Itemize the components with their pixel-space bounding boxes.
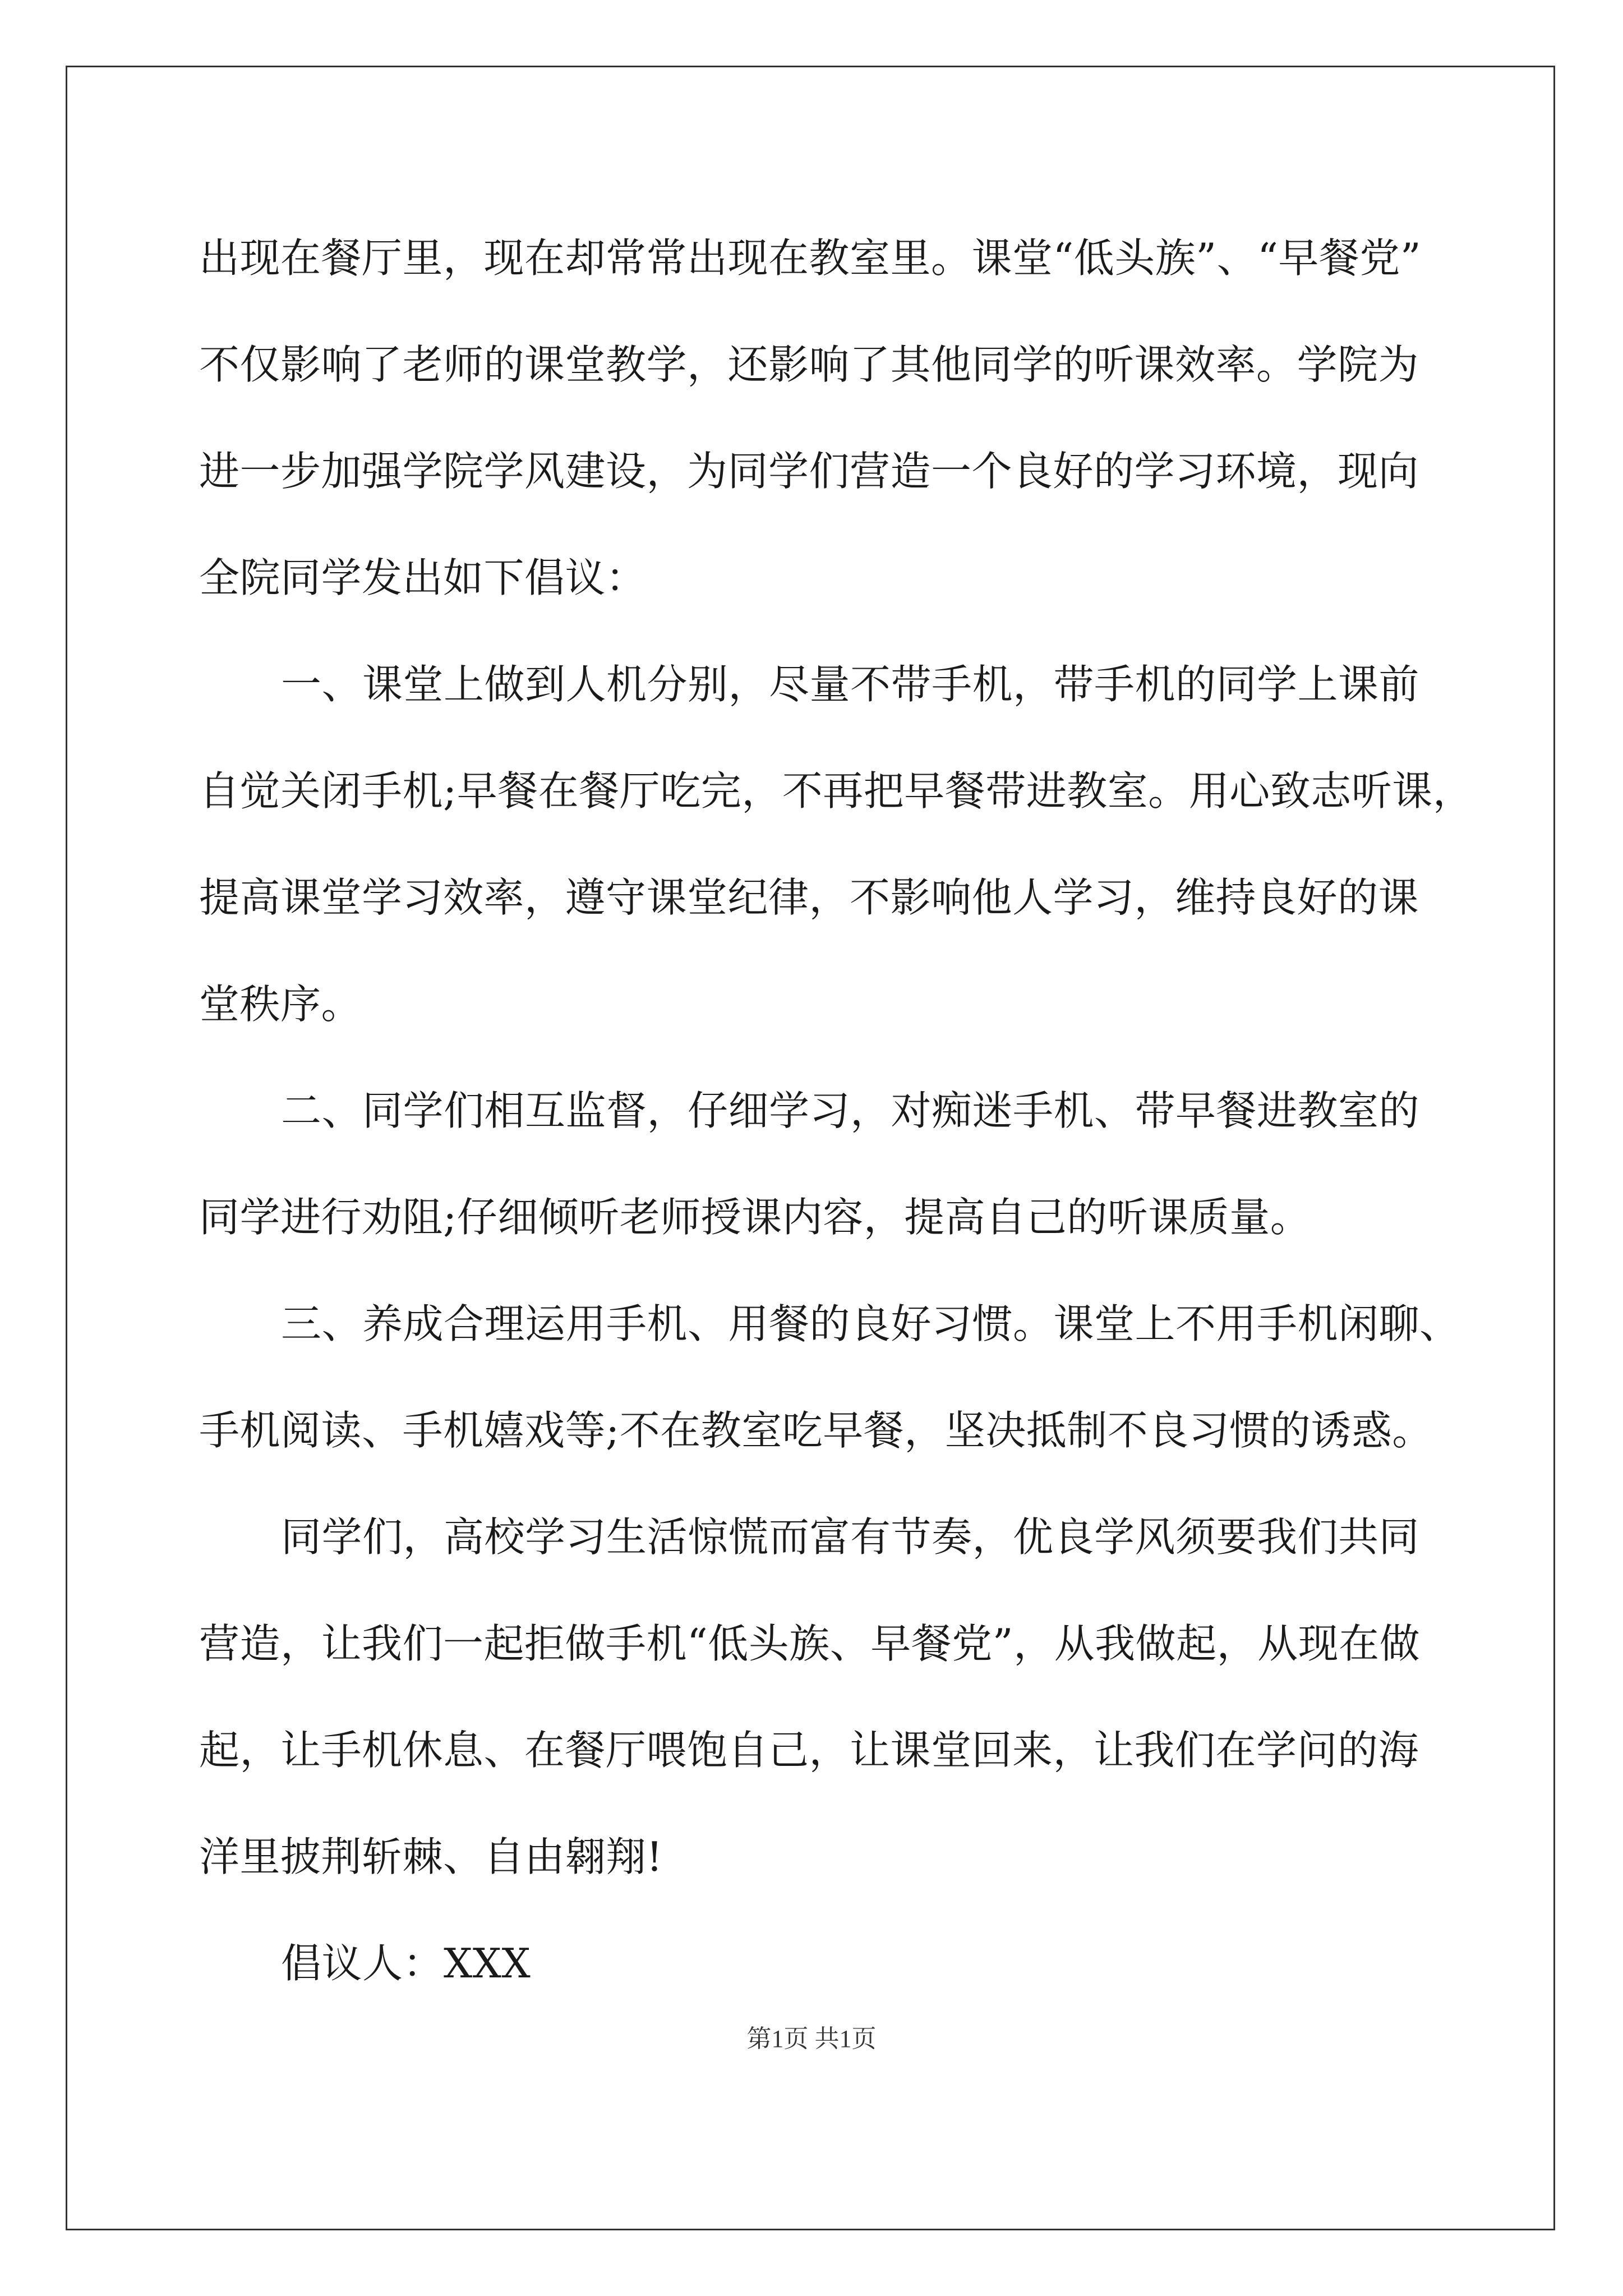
signature-line: 倡议人：XXX (281, 1940, 531, 1987)
text-line: 提高课堂学习效率，遵守课堂纪律，不影响他人学习，维持良好的课 (199, 874, 1419, 921)
paragraph-start-line: 三、养成合理运用手机、用餐的良好习惯。课堂上不用手机闲聊、 (281, 1300, 1460, 1347)
text-line: 手机阅读、手机嬉戏等;不在教室吃早餐，坚决抵制不良习惯的诱惑。 (199, 1407, 1433, 1454)
document-body (199, 205, 1474, 2017)
text-line: 不仅影响了老师的课堂教学，还影响了其他同学的听课效率。学院为 (199, 341, 1419, 388)
paragraph-start-line: 同学们，高校学习生活惊慌而富有节奏，优良学风须要我们共同 (281, 1513, 1420, 1561)
page-number-footer: 第1页 共1页 (746, 2025, 877, 2053)
text-line: 堂秩序。 (199, 981, 362, 1028)
paragraph-start-line: 一、课堂上做到人机分别，尽量不带手机，带手机的同学上课前 (281, 661, 1420, 708)
paragraph-start-line: 二、同学们相互监督，仔细学习，对痴迷手机、带早餐进教室的 (281, 1087, 1420, 1134)
text-line: 出现在餐厅里，现在却常常出现在教室里。课堂“低头族”、“早餐党” (199, 234, 1422, 282)
text-line: 全院同学发出如下倡议： (199, 554, 647, 601)
text-line: 自觉关闭手机;早餐在餐厅吃完，不再把早餐带进教室。用心致志听课， (199, 767, 1474, 815)
text-line: 洋里披荆斩棘、自由翱翔! (199, 1833, 663, 1880)
text-line: 起，让手机休息、在餐厅喂饱自己，让课堂回来，让我们在学问的海 (199, 1727, 1419, 1774)
text-line: 营造，让我们一起拒做手机“低头族、早餐党”，从我做起，从现在做 (199, 1620, 1421, 1667)
text-line: 同学进行劝阻;仔细倾听老师授课内容，提高自己的听课质量。 (199, 1194, 1311, 1241)
text-line: 进一步加强学院学风建设，为同学们营造一个良好的学习环境，现向 (199, 448, 1419, 495)
